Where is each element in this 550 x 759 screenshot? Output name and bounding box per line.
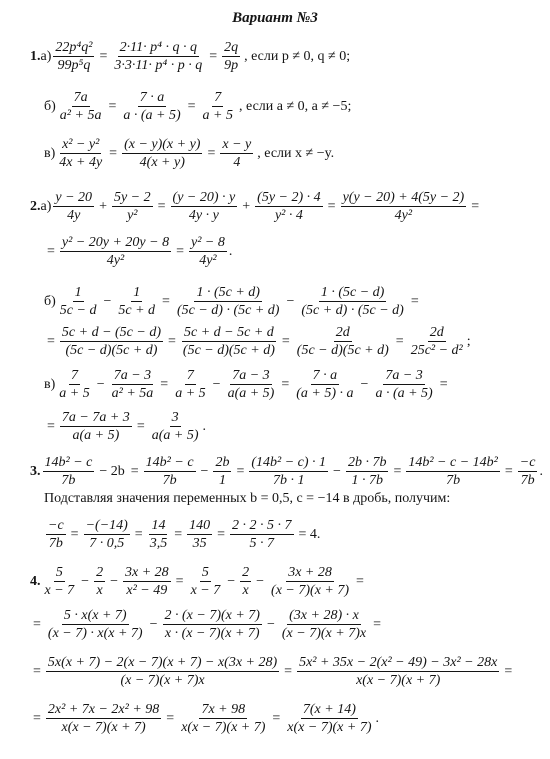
task1-number: 1. [30, 48, 41, 64]
task2-v-fraction-denominator: (a + 5) · a [296, 386, 354, 401]
task2-a2-fraction-numerator: y² − 20y + 20y − 8 [61, 235, 170, 250]
task3-fraction [213, 455, 231, 488]
task1-a-fraction-numerator: 2q [224, 40, 239, 55]
equals-sign: = [209, 48, 218, 64]
task2-b-fraction [116, 285, 157, 318]
task2-v-fraction-numerator: 7a − 3 [113, 368, 152, 383]
task2-v-op: − [360, 376, 369, 392]
task2-v-fraction [173, 368, 207, 401]
task4-4-fraction-denominator: x(x − 7)(x + 7) [287, 720, 372, 735]
task1-v-fraction [220, 137, 253, 170]
task3-calc-fraction-denominator: 7 · 0,5 [89, 536, 125, 551]
task1-a-condition: , если p ≠ 0, q ≠ 0; [244, 48, 351, 64]
task2-a-fraction [112, 190, 153, 223]
task2-v2-fraction-numerator: 3 [171, 410, 179, 425]
task2-v-fraction-denominator: a + 5 [59, 386, 90, 401]
task2-a-fraction [53, 190, 94, 223]
task3-calc-fraction-numerator: 140 [189, 518, 211, 533]
task2-v2-fraction [60, 410, 132, 443]
task3-minus-2b: − 2b [99, 463, 125, 479]
task2-a-line1 [30, 190, 482, 223]
task4-3-fraction [46, 655, 279, 688]
task3-fraction [249, 455, 328, 488]
task4-line3 [30, 655, 515, 688]
task4-fraction-numerator: 2 [242, 565, 250, 580]
task3-fraction-denominator: 7b [61, 473, 76, 488]
task4-fraction-denominator: x [96, 583, 103, 598]
task4-fraction-denominator: x² − 49 [126, 583, 168, 598]
task1-v-condition: , если x ≠ −y. [257, 145, 335, 161]
task4-2-fraction-numerator: 2 · (x − 7)(x + 7) [164, 608, 260, 623]
task3-calc-op: = [134, 526, 143, 542]
task1-v-fraction [57, 137, 104, 170]
task2-b2-fraction [60, 325, 163, 358]
task1-b-fraction-numerator: 7 [214, 90, 222, 105]
task1-b-fraction-numerator: 7a [73, 90, 88, 105]
period: . [375, 710, 379, 726]
task1-v-fraction-denominator: 4x + 4y [59, 155, 103, 170]
task4-fraction-numerator: 2 [96, 565, 104, 580]
task2-b-op: − [286, 293, 295, 309]
task4-4-fraction-denominator: x(x − 7)(x + 7) [181, 720, 266, 735]
task4-2-fraction [280, 608, 368, 641]
task2-a2-op: = [176, 243, 184, 259]
task3-line1 [30, 455, 543, 488]
task2-a-fraction-denominator: 4y · y [188, 208, 219, 223]
task1-v-fraction-numerator: (x − y)(x + y) [124, 137, 201, 152]
task2-v-fraction [373, 368, 434, 401]
task4-2-fraction [163, 608, 262, 641]
task2-v-op: = [160, 376, 169, 392]
equals-sign: = [471, 198, 480, 214]
task4-number: 4. [30, 573, 41, 589]
task1-a-fraction-numerator: 22p⁴q² [55, 40, 93, 55]
task2-b-fraction-numerator: 1 [133, 285, 141, 300]
task1-b-fraction-numerator: 7 · a [139, 90, 165, 105]
task2-a-op: + [99, 198, 107, 214]
task4-fraction-denominator: x [242, 583, 249, 598]
task1-b-line [44, 90, 351, 123]
task2-a2-fraction [60, 235, 171, 268]
task2-a-fraction-denominator: y² [127, 208, 138, 223]
task2-v-fraction-denominator: a² + 5a [111, 386, 154, 401]
task2-v2-fraction-numerator: 7a − 7a + 3 [61, 410, 130, 425]
task2-b-op: − [103, 293, 112, 309]
task2-b2-op: = [395, 333, 404, 349]
task4-fraction-numerator: 5 [55, 565, 63, 580]
task3-op: = [393, 463, 402, 479]
task3-fraction-denominator: 1 · 7b [351, 473, 383, 488]
period: . [539, 463, 543, 479]
task4-op: − [256, 573, 265, 589]
task1-a-label: а) [40, 48, 52, 64]
task3-calc-fraction [46, 518, 66, 551]
task1-v-fraction [122, 137, 202, 170]
task2-v-fraction-denominator: a · (a + 5) [375, 386, 433, 401]
task4-4-op: = [272, 710, 281, 726]
task2-a-fraction-numerator: (y − 20) · y [172, 190, 236, 205]
task2-a-fraction-numerator: (5y − 2) · 4 [257, 190, 321, 205]
task4-2-fraction-denominator: (x − 7)(x + 7)x [281, 626, 367, 641]
task2-b-fraction-denominator: (5c + d) · (5c − d) [301, 303, 404, 318]
task1-b-fraction-denominator: a · (a + 5) [123, 108, 181, 123]
task2-a-fraction-denominator: 4y [67, 208, 81, 223]
task3-fraction-numerator: −c [519, 455, 536, 470]
task4-2-fraction-numerator: 5 · x(x + 7) [63, 608, 127, 623]
task1-b-condition: , если a ≠ 0, a ≠ −5; [239, 98, 352, 114]
period: . [202, 418, 206, 434]
task1-a-line [30, 40, 350, 73]
task4-line4 [30, 702, 379, 735]
task2-a-fraction [341, 190, 467, 223]
task3-number: 3. [30, 463, 41, 479]
task3-fraction-numerator: 14b² − c [44, 455, 93, 470]
task4-op: − [110, 573, 118, 589]
equals-sign: = [504, 663, 513, 679]
task2-b-fraction-denominator: 5c − d [59, 303, 97, 318]
task2-b-fraction-denominator: (5c − d) · (5c + d) [176, 303, 280, 318]
task4-4-fraction-denominator: x(x − 7)(x + 7) [61, 720, 146, 735]
semicolon: ; [466, 333, 471, 349]
task2-a2-fraction-denominator: 4y² [106, 253, 125, 268]
task2-b2-fraction-numerator: 2d [335, 325, 350, 340]
task2-b2-fraction-denominator: (5c − d)(5c + d) [65, 343, 158, 358]
task2-v2-fraction [150, 410, 201, 443]
task2-b2-op: = [168, 333, 176, 349]
task3-fraction [518, 455, 538, 488]
task3-calc-op: = [174, 526, 183, 542]
task2-b-label: б) [44, 293, 56, 309]
task1-b-fraction [121, 90, 182, 123]
task4-4-fraction-numerator: 7x + 98 [201, 702, 246, 717]
task4-2-op: − [149, 616, 158, 632]
task2-a2-fraction [189, 235, 227, 268]
task3-calc-op: = [70, 526, 79, 542]
task4-3-fraction-numerator: 5x² + 35x − 2(x² − 49) − 3x² − 28x [299, 655, 498, 670]
task4-3-fraction-numerator: 5x(x + 7) − 2(x − 7)(x + 7) − x(3x + 28) [47, 655, 278, 670]
task2-b2-fraction [181, 325, 277, 358]
task1-b-fraction [201, 90, 235, 123]
task2-b-fraction [58, 285, 99, 318]
task3-substitution-text: Подставляя значения переменных b = 0,5, c = −14 в дробь, получим: [44, 491, 451, 506]
task3-calc-fraction [230, 518, 294, 551]
task4-fraction [43, 565, 77, 598]
task4-3-fraction-denominator: x(x − 7)(x + 7) [356, 673, 441, 688]
task2-a-line2 [44, 235, 232, 268]
task3-fraction-numerator: 2b · 7b [347, 455, 387, 470]
task2-b-fraction-numerator: 1 · (5c − d) [320, 285, 385, 300]
task2-b2-fraction-numerator: 2d [429, 325, 444, 340]
task4-4-fraction-numerator: 7(x + 14) [302, 702, 356, 717]
equals-sign: = [33, 616, 41, 632]
task4-fraction-numerator: 3x + 28 [124, 565, 169, 580]
task4-4-fraction-numerator: 2x² + 7x − 2x² + 98 [47, 702, 160, 717]
task2-a-fraction-numerator: y − 20 [55, 190, 93, 205]
task3-line3 [44, 518, 323, 551]
task2-b2-op: = [281, 333, 290, 349]
variant-title: Вариант №3 [232, 10, 318, 26]
task2-b2-fraction-denominator: (5c − d)(5c + d) [296, 343, 389, 358]
task2-a-fraction [255, 190, 323, 223]
equals-sign: = [410, 293, 419, 309]
task2-a-label: а) [40, 198, 52, 214]
task3-fraction-numerator: 14b² − c − 14b² [408, 455, 498, 470]
task1-a-fraction-denominator: 9p [224, 58, 239, 73]
task2-v-line2 [44, 410, 206, 443]
equals-sign: = [373, 616, 381, 632]
task2-b-fraction [175, 285, 281, 318]
task4-fraction [94, 565, 105, 598]
task1-a-fraction-denominator: 3·3·11· p⁴ · p · q [114, 58, 203, 73]
task2-b2-fraction-denominator: 25c² − d² [410, 343, 463, 358]
task2-v-fraction-numerator: 7a − 3 [385, 368, 423, 383]
task4-2-fraction-denominator: (x − 7) · x(x + 7) [47, 626, 143, 641]
task1-a-fraction [53, 40, 94, 73]
task1-b-fraction-denominator: a² + 5a [59, 108, 102, 123]
equals-sign: = [108, 98, 117, 114]
task2-number: 2. [30, 198, 41, 214]
task2-v-fraction-denominator: a(a + 5) [227, 386, 275, 401]
task2-a-fraction [171, 190, 238, 223]
task4-2-fraction-numerator: (3x + 28) · x [289, 608, 359, 623]
task2-b-fraction [299, 285, 405, 318]
equals-sign: = [207, 145, 216, 161]
task2-v-line1 [44, 368, 451, 401]
task1-b-label: б) [44, 98, 56, 114]
task2-a-fraction-denominator: y² · 4 [274, 208, 303, 223]
task4-fraction-denominator: x − 7 [190, 583, 221, 598]
equals-sign: = [47, 243, 55, 259]
task4-fraction [269, 565, 351, 598]
task3-calc-fraction-denominator: 3,5 [149, 536, 168, 551]
task2-b-fraction-denominator: 5c + d [118, 303, 156, 318]
task2-v-fraction [294, 368, 355, 401]
task2-a-fraction-numerator: y(y − 20) + 4(5y − 2) [342, 190, 465, 205]
task4-line2 [30, 608, 384, 641]
task2-v-op: − [96, 376, 105, 392]
task2-a-op: + [242, 198, 251, 214]
task3-fraction-denominator: 1 [218, 473, 226, 488]
task3-calc-fraction-numerator: −(−14) [85, 518, 128, 533]
equals-sign: = [439, 376, 448, 392]
task2-b2-fraction [295, 325, 391, 358]
task4-line1 [30, 565, 367, 598]
task2-v2-fraction-denominator: a(a + 5) [151, 428, 199, 443]
task3-fraction-denominator: 7b [446, 473, 461, 488]
task1-v-label: в) [44, 145, 56, 161]
task3-fraction-numerator: 2b [215, 455, 230, 470]
task4-2-fraction-denominator: x · (x − 7)(x + 7) [164, 626, 260, 641]
equals-sign: = [47, 418, 55, 434]
task2-v-op: − [212, 376, 221, 392]
equals-sign: = [33, 663, 41, 679]
task3-calc-fraction [187, 518, 212, 551]
task1-b-fraction [58, 90, 104, 123]
task3-calc-fraction-denominator: 5 · 7 [249, 536, 275, 551]
task4-fraction-denominator: x − 7 [44, 583, 75, 598]
task2-a-op: = [327, 198, 336, 214]
task4-3-fraction-denominator: (x − 7)(x + 7)x [120, 673, 205, 688]
equals-sign: = [356, 573, 364, 589]
task2-v-op: = [281, 376, 290, 392]
task3-fraction-denominator: 7b [520, 473, 535, 488]
period: . [228, 243, 233, 259]
task3-fraction-numerator: 14b² − c [145, 455, 194, 470]
task2-a2-fraction-denominator: 4y² [199, 253, 217, 268]
task3-op: − [200, 463, 209, 479]
equals-sign: = [130, 463, 139, 479]
task2-v-fraction-denominator: a + 5 [175, 386, 206, 401]
task2-v-fraction [57, 368, 91, 401]
task2-v-fraction-numerator: 7a − 3 [232, 368, 270, 383]
task4-2-op: − [266, 616, 275, 632]
task3-fraction [346, 455, 389, 488]
equals-sign: = [99, 48, 108, 64]
task4-4-op: = [166, 710, 175, 726]
task3-calc-fraction-numerator: −c [48, 518, 64, 533]
task2-v-fraction [226, 368, 277, 401]
task2-a-op: = [157, 198, 166, 214]
task2-v-fraction-numerator: 7 [71, 368, 78, 383]
task3-fraction-numerator: (14b² − c) · 1 [251, 455, 327, 470]
task2-b2-fraction-numerator: 5c + d − 5c + d [184, 325, 274, 340]
task4-op: − [81, 573, 90, 589]
task2-b2-fraction [409, 325, 465, 358]
task3-fraction-denominator: 7b [162, 473, 177, 488]
task2-a-fraction-numerator: 5y − 2 [113, 190, 151, 205]
task1-a-fraction-numerator: 2·11· p⁴ · q · q [119, 40, 197, 55]
task3-fraction-denominator: 7b · 1 [272, 473, 305, 488]
task2-b2-fraction-denominator: (5c − d)(5c + d) [182, 343, 275, 358]
task3-calc-fraction-denominator: 35 [192, 536, 207, 551]
task2-a2-fraction-numerator: y² − 8 [191, 235, 225, 250]
task2-b2-fraction-numerator: 5c + d − (5c − d) [61, 325, 161, 340]
task1-v-fraction-numerator: x − y [222, 137, 252, 152]
task2-v-label: в) [44, 376, 56, 392]
task3-calc-fraction-numerator: 14 [151, 518, 166, 533]
equals-sign: = [33, 710, 41, 726]
equals-sign: = [109, 145, 118, 161]
task2-v2-fraction-denominator: a(a + 5) [72, 428, 120, 443]
task4-4-fraction [285, 702, 373, 735]
task2-b-line1 [44, 285, 422, 318]
task1-a-fraction-denominator: 99p⁵q [57, 58, 91, 73]
task1-b-fraction-denominator: a + 5 [202, 108, 233, 123]
task1-v-fraction-numerator: x² − y² [62, 137, 100, 152]
task3-result: = 4. [298, 526, 321, 542]
task4-fraction-numerator: 5 [201, 565, 209, 580]
task4-3-fraction [297, 655, 499, 688]
task4-fraction [123, 565, 171, 598]
task3-calc-fraction-denominator: 7b [48, 536, 63, 551]
task4-fraction [240, 565, 251, 598]
task3-op: − [333, 463, 341, 479]
task3-calc-fraction [148, 518, 170, 551]
task4-fraction-numerator: 3x + 28 [288, 565, 332, 580]
task3-fraction [144, 455, 196, 488]
task4-op: = [175, 573, 184, 589]
task3-calc-fraction-numerator: 2 · 2 · 5 · 7 [232, 518, 292, 533]
equals-sign: = [47, 333, 55, 349]
task1-v-line [44, 137, 334, 170]
task2-b-op: = [162, 293, 170, 309]
equals-sign: = [187, 98, 196, 114]
task2-b-line2 [44, 325, 471, 358]
task2-a-fraction-denominator: 4y² [394, 208, 413, 223]
task2-v-fraction-numerator: 7 · a [312, 368, 338, 383]
task4-fraction-denominator: (x − 7)(x + 7) [271, 583, 350, 598]
task1-v-fraction-denominator: 4(x + y) [139, 155, 185, 170]
task2-b-fraction-numerator: 1 [74, 285, 82, 300]
task1-v-fraction-denominator: 4 [233, 155, 241, 170]
task3-fraction [406, 455, 500, 488]
task2-v2-op: = [136, 418, 145, 434]
task1-a-fraction [222, 40, 240, 73]
task3-op: = [504, 463, 513, 479]
task4-4-fraction [46, 702, 161, 735]
task4-3-op: = [284, 663, 293, 679]
task4-2-fraction [46, 608, 145, 641]
task2-v-fraction [110, 368, 156, 401]
task1-a-fraction [112, 40, 204, 73]
task2-v-fraction-numerator: 7 [186, 368, 194, 383]
task2-b-fraction-numerator: 1 · (5c + d) [196, 285, 260, 300]
task4-op: − [227, 573, 236, 589]
task4-fraction [189, 565, 223, 598]
task3-op: = [236, 463, 245, 479]
task3-calc-fraction [84, 518, 130, 551]
task3-calc-op: = [217, 526, 226, 542]
task3-text-line [44, 491, 450, 507]
task3-fraction [43, 455, 95, 488]
task4-4-fraction [179, 702, 267, 735]
